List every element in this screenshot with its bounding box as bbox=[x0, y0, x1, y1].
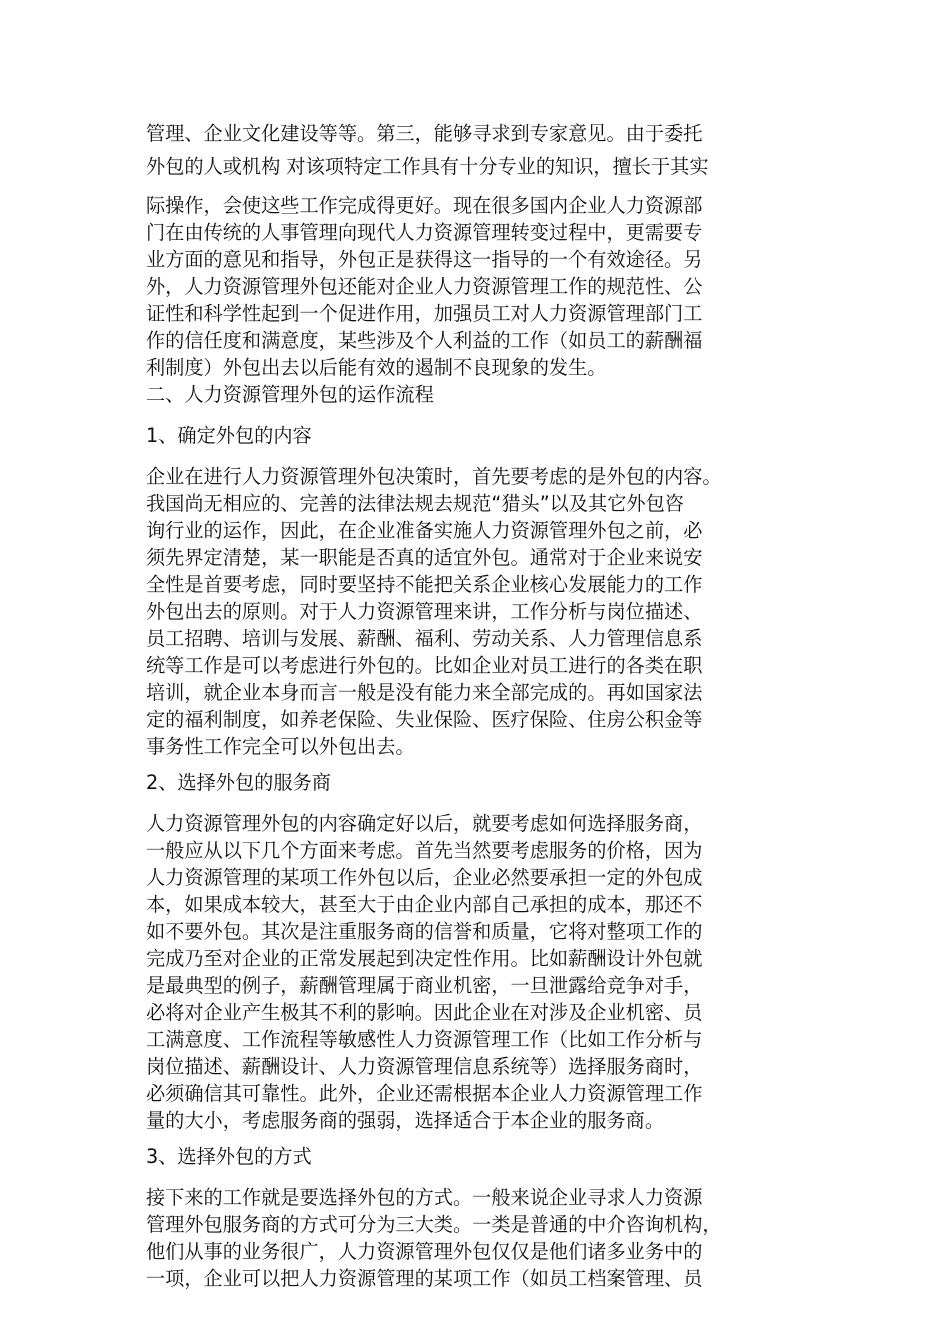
subsection-paragraph bbox=[146, 810, 814, 1134]
text-line: 作的信任度和满意度，某些涉及个人利益的工作（如员工的薪酬福 bbox=[146, 329, 703, 352]
text-line: 门在由传统的人事管理向现代人力资源管理转变过程中，更需要专 bbox=[146, 221, 703, 244]
text-line: 管理、企业文化建设等等。第三，能够寻求到专家意见。由于委托 bbox=[146, 122, 703, 145]
text-line: 培训，就企业本身而言一般是没有能力来全部完成的。再如国家法 bbox=[146, 681, 703, 704]
text-line: 量的大小，考虑服务商的强弱，选择适合于本企业的服务商。 bbox=[146, 1109, 665, 1132]
subsection-heading: 1、确定外包的内容 bbox=[146, 424, 312, 447]
text-line: 业方面的意见和指导，外包正是获得这一指导的一个有效途径。另 bbox=[146, 248, 703, 271]
text-line: 人力资源管理外包的内容确定好以后，就要考虑如何选择服务商， bbox=[146, 812, 703, 835]
document-page bbox=[146, 120, 814, 1292]
text-line: 必须确信其可靠性。此外，企业还需根据本企业人力资源管理工作 bbox=[146, 1082, 703, 1105]
text-line: 一般应从以下几个方面来考虑。首先当然要考虑服务的价格，因为 bbox=[146, 839, 703, 862]
subsection-paragraph bbox=[146, 463, 814, 760]
text-line: 员工招聘、培训与发展、薪酬、福利、劳动关系、人力管理信息系 bbox=[146, 627, 703, 650]
text-line: 事务性工作完全可以外包出去。 bbox=[146, 735, 415, 758]
text-line: 定的福利制度，如养老保险、失业保险、医疗保险、住房公积金等 bbox=[146, 708, 703, 731]
text-line: 利制度）外包出去以后能有效的遏制不良现象的发生。 bbox=[146, 356, 607, 379]
text-line: 全性是首要考虑，同时要坚持不能把关系企业核心发展能力的工作 bbox=[146, 573, 703, 596]
text-line: 必将对企业产生极其不利的影响。因此企业在对涉及企业机密、员 bbox=[146, 1001, 703, 1024]
text-line: 完成乃至对企业的正常发展起到决定性作用。比如薪酬设计外包就 bbox=[146, 947, 703, 970]
subsection-heading: 2、选择外包的服务商 bbox=[146, 771, 331, 794]
text-line: 外，人力资源管理外包还能对企业人力资源管理工作的规范性、公 bbox=[146, 275, 703, 298]
text-line: 如不要外包。其次是注重服务商的信誉和质量，它将对整项工作的 bbox=[146, 920, 703, 943]
text-line: 管理外包服务商的方式可分为三大类。一类是普通的中介咨询机构， bbox=[146, 1213, 722, 1236]
text-line: 是最典型的例子，薪酬管理属于商业机密，一旦泄露给竞争对手， bbox=[146, 974, 703, 997]
text-line: 我国尚无相应的、完善的法律法规去规范“猎头”以及其它外包咨 bbox=[146, 492, 684, 515]
section-title: 二、人力资源管理外包的运作流程 bbox=[146, 383, 434, 406]
text-line: 询行业的运作，因此，在企业准备实施人力资源管理外包之前，必 bbox=[146, 519, 703, 542]
subsection-heading: 3、选择外包的方式 bbox=[146, 1145, 312, 1168]
text-line: 接下来的工作就是要选择外包的方式。一般来说企业寻求人力资源 bbox=[146, 1186, 703, 1209]
text-line: 人力资源管理的某项工作外包以后，企业必然要承担一定的外包成 bbox=[146, 866, 703, 889]
text-line: 统等工作是可以考虑进行外包的。比如企业对员工进行的各类在职 bbox=[146, 654, 703, 677]
text-line: 工满意度、工作流程等敏感性人力资源管理工作（比如工作分析与 bbox=[146, 1028, 703, 1051]
text-line: 岗位描述、薪酬设计、人力资源管理信息系统等）选择服务商时， bbox=[146, 1055, 703, 1078]
text-line: 本，如果成本较大，甚至大于由企业内部自己承担的成本，那还不 bbox=[146, 893, 703, 916]
subsection-paragraph bbox=[146, 1184, 814, 1292]
text-line: 一项，企业可以把人力资源管理的某项工作（如员工档案管理、员 bbox=[146, 1267, 703, 1290]
intro-paragraph-loose bbox=[146, 120, 814, 186]
text-line: 证性和科学性起到一个促进作用，加强员工对人力资源管理部门工 bbox=[146, 302, 703, 325]
text-line: 际操作，会使这些工作完成得更好。现在很多国内企业人力资源部 bbox=[146, 194, 703, 217]
text-line: 企业在进行人力资源管理外包决策时，首先要考虑的是外包的内容。 bbox=[146, 465, 722, 488]
text-line: 外包的人或机构 对该项特定工作具有十分专业的知识，擅长于其实 bbox=[146, 155, 709, 178]
intro-paragraph bbox=[146, 192, 814, 381]
text-line: 须先界定清楚，某一职能是否真的适宜外包。通常对于企业来说安 bbox=[146, 546, 703, 569]
text-line: 他们从事的业务很广，人力资源管理外包仅仅是他们诸多业务中的 bbox=[146, 1240, 703, 1263]
text-line: 外包出去的原则。对于人力资源管理来讲，工作分析与岗位描述、 bbox=[146, 600, 703, 623]
